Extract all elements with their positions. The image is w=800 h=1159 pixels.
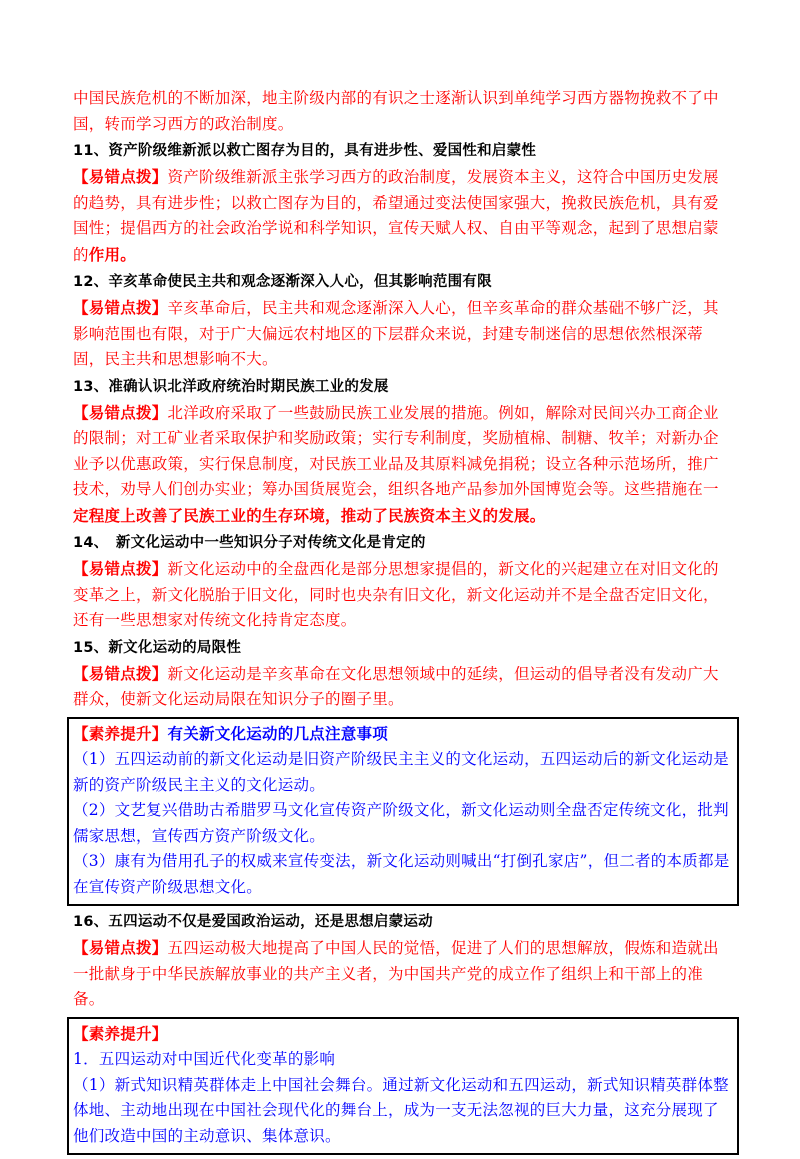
section-11-text: 资产阶级维新派主张学习西方的政治制度，发展资本主义，这符合中国历史发展的趋势，具有进步性；以救亡图存为目的，希望通过变法使国家强大，挽救民族危机，具有爱国性；提倡西方的社会政治学说和科学知识，宣传天赋人权、自由平等观念，起到了思想启蒙的 [73, 168, 719, 264]
error-tip-tag: 【易错点拨】 [73, 663, 168, 683]
literacy-box-2 [67, 1017, 739, 1156]
section-14-body [73, 556, 733, 634]
section-13-text: 北洋政府采取了一些鼓励民族工业发展的措施。例如，解除对民间兴办工商企业的限制；对工矿业者采取保护和奖励政策；实行专利制度，奖励植棉、制糖、牧羊；对新办企业予以优惠政策，实行保息制度，对民族工业品及其原料减免捐税；设立各种示范场所，推广技术，劝导人们创办实业；筹办国货展览会，组织各地产品参加外国博览会等。这些措施在一 [73, 403, 719, 498]
literacy-item-1: （1）五四运动前的新文化运动是旧资产阶级民主主义的文化运动，五四运动后的新文化运动是新的资产阶级民主主义的文化运动。 [73, 750, 729, 794]
literacy-box-1 [67, 717, 739, 907]
section-12-body [73, 295, 733, 373]
section-11-body [73, 164, 733, 268]
section-13-body [73, 400, 733, 530]
section-12-text: 辛亥革命后，民主共和观念逐渐深入人心，但辛亥革命的群众基础不够广泛，其影响范围也有限，对于广大偏远农村地区的下层群众来说，封建专制迷信的思想依然根深蒂固，民主共和思想影响不大。 [73, 299, 719, 368]
section-15-text: 新文化运动是辛亥革命在文化思想领域中的延续，但运动的倡导者没有发动广大群众，使新文化运动局限在知识分子的圈子里。 [73, 664, 719, 708]
literacy-box-2-heading: 1．五四运动对中国近代化变革的影响 [73, 1050, 336, 1068]
document-page [73, 86, 733, 1159]
error-tip-tag: 【易错点拨】 [73, 559, 168, 578]
error-tip-tag: 【易错点拨】 [73, 402, 168, 422]
literacy-box-2-item-1: （1）新式知识精英群体走上中国社会舞台。通过新文化运动和五四运动，新式知识精英群体整体地、主动地出现在中国社会现代化的舞台上，成为一支无法忽视的巨大力量，这充分展现了他们改造中国的主动意识、集体意识。 [73, 1075, 729, 1145]
section-16-text: 五四运动极大地提高了中国人民的觉悟，促进了人们的思想解放，假炼和造就出一批献身于中华民族解放事业的共产主义者，为中国共产党的成立作了组织上和干部上的准备。 [73, 939, 719, 1008]
section-15-body [73, 661, 733, 713]
section-14-text: 新文化运动中的全盘西化是部分思想家提倡的，新文化的兴起建立在对旧文化的变革之上，新文化脱胎于旧文化，同时也央杂有旧文化，新文化运动并不是全盘否定旧文化，还有一些思想家对传统文化持肯定态度。 [73, 560, 719, 629]
literacy-box-1-title: 有关新文化运动的几点注意事项 [167, 723, 389, 743]
error-tip-tag: 【易错点拨】 [73, 298, 168, 317]
literacy-item-3: （3）康有为借用孔子的权威来宣传变法，新文化运动则喊出“打倒孔家店”，但二者的本质都是在宣传资产阶级思想文化。 [73, 852, 730, 896]
section-15-heading: 15、新文化运动的局限性 [73, 639, 242, 656]
section-13-heading: 13、准确认识北洋政府统治时期民族工业的发展 [73, 378, 389, 395]
section-12-heading: 12、辛亥革命使民主共和观念逐渐深入人心，但其影响范围有限 [73, 274, 492, 290]
literacy-tag: 【素养提升】 [73, 1023, 168, 1043]
error-tip-tag: 【易错点拨】 [73, 938, 168, 957]
section-16-heading: 16、五四运动不仅是爱国政治运动，还是思想启蒙运动 [73, 914, 433, 930]
literacy-box-1-title-line [73, 721, 733, 748]
error-tip-tag: 【易错点拨】 [73, 167, 168, 186]
section-10-tail: 中国民族危机的不断加深，地主阶级内部的有识之士逐渐认识到单纯学习西方器物挽救不了中国，转而学习西方的政治制度。 [73, 89, 719, 133]
literacy-tag: 【素养提升】 [73, 723, 168, 743]
section-14-heading: 14、 新文化运动中一些知识分子对传统文化是肯定的 [73, 535, 426, 551]
section-11-heading: 11、资产阶级维新派以救亡图存为目的，具有进步性、爱国性和启蒙性 [73, 143, 537, 159]
literacy-box-2-tag-line [73, 1021, 733, 1048]
literacy-item-2: （2）文艺复兴借助古希腊罗马文化宣传资产阶级文化，新文化运动则全盘否定传统文化，批判儒家思想，宣传西方资产阶级文化。 [73, 801, 729, 845]
section-13-bold: 定程度上改善了民族工业的生存环境，推动了民族资本主义的发展。 [73, 505, 546, 525]
section-16-body [73, 935, 733, 1013]
section-11-bold: 作用。 [88, 244, 137, 264]
